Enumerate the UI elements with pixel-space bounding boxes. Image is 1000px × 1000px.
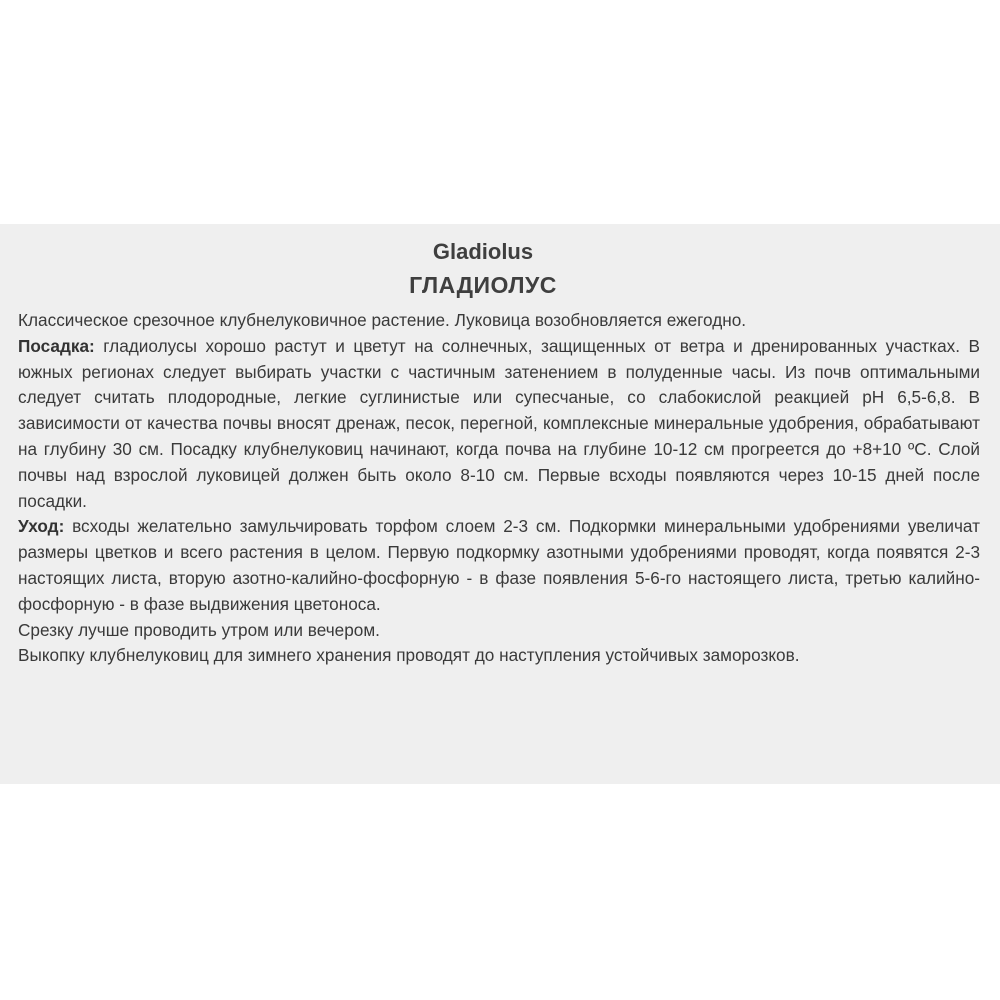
planting-label: Посадка:	[18, 335, 95, 356]
description-body	[18, 308, 980, 669]
digging-paragraph: Выкопку клубнелуковиц для зимнего хранения проводят до наступления устойчивых заморозков.	[18, 645, 800, 666]
title-block	[18, 239, 948, 300]
intro-paragraph: Классическое срезочное клубнелуковичное растение. Луковица возобновляется ежегодно.	[18, 310, 747, 330]
care-label: Уход:	[18, 516, 65, 537]
care-paragraph	[18, 514, 980, 617]
planting-text: гладиолусы хорошо растут и цветут на солнечных, защищенных от ветра и дренированных участках. В южных регионах следует выбирать участки с частичным затенением в полуденные часы. Из почв оптимальными следует считать плодородные, легкие суглинистые или супесчаные, со слабокислой реакцией pH 6,5-6,8. В зависимости от качества почвы вносят дренаж, песок, перегной, комплексные минеральные удобрения, обрабатывают на глубину 30 см. Посадку клубнелуковиц начинают, когда почва на глубине 10-12 см прогреется до +8+10 ºС. Слой почвы над взрослой луковицей должен быть около 8-10 см. Первые всходы появляются через 10-15 дней после посадки.	[18, 335, 980, 511]
cutting-paragraph: Срезку лучше проводить утром или вечером.	[18, 619, 380, 640]
planting-paragraph	[18, 334, 980, 515]
product-label-card	[0, 224, 1000, 784]
title-latin: Gladiolus	[432, 239, 534, 264]
title-russian: ГЛАДИОЛУС	[409, 272, 557, 298]
care-text: всходы желательно замульчировать торфом слоем 2-3 см. Подкормки минеральными удобрениями увеличат размеры цветков и всего растения в целом. Первую подкормку азотными удобрениями проводят, когда появятся 2-3 настоящих листа, вторую азотно-калийно-фосфорную - в фазе появления 5-6-го настоящего листа, третью калийно-фосфорную - в фазе выдвижения цветоноса.	[18, 516, 980, 614]
